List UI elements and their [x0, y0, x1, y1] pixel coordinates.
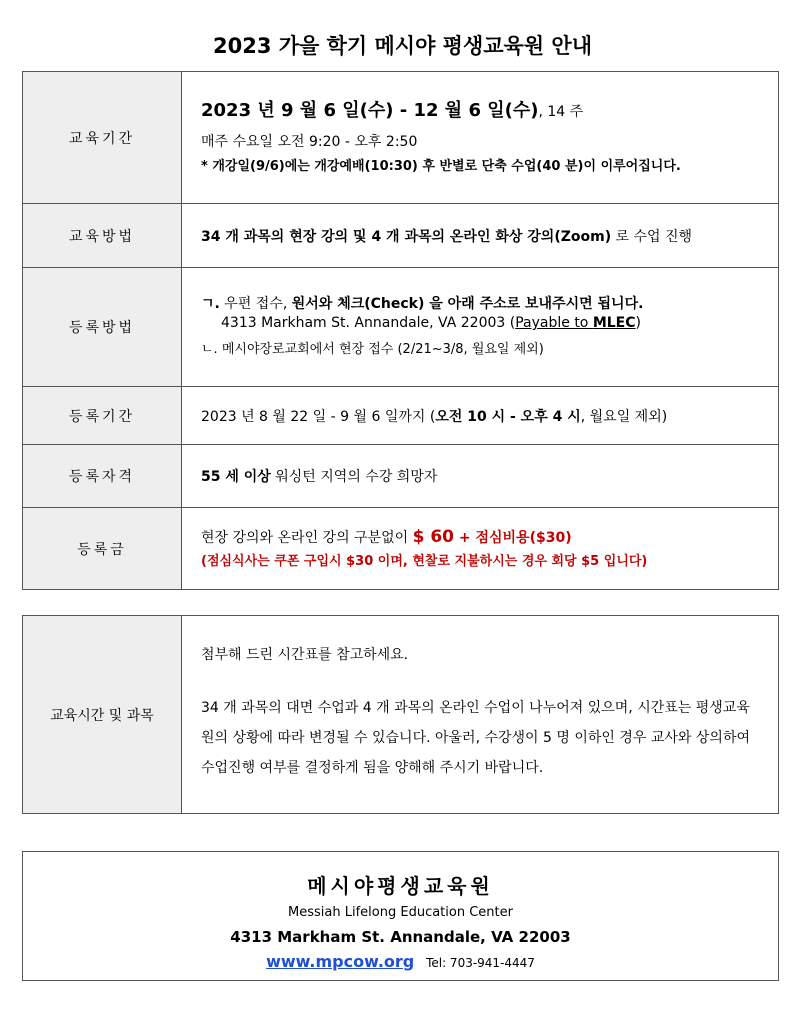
schedule-para: 34 개 과목의 대면 수업과 4 개 과목의 온라인 수업이 나누어져 있으며, 시간표는 평생교육원의 상황에 따라 변경될 수 있습니다. 아울러, 수강생이 5 명 이하인 경우 교사와 상의하여 수업진행 여부를 결정하게 됨을 양해해 주시기 바랍니다. [201, 699, 750, 776]
fee-price: $ 60 [412, 527, 454, 548]
label-reg-period: 등록기간 [23, 387, 182, 445]
period-note: * 개강일(9/6)에는 개강예배(10:30) 후 반별로 단축 수업(40 분)이 이루어집니다. [201, 159, 681, 175]
fee-lunch: + 점심비용($30) [454, 530, 572, 547]
reg-item1-marker: ㄱ. [201, 296, 220, 313]
reg-period-pre: 2023 년 8 월 22 일 - 9 월 6 일까지 ( [201, 408, 436, 425]
reg-item1-bold: 원서와 체크(Check) 을 아래 주소로 보내주시면 됩니다. [291, 296, 644, 313]
method-bold: 34 개 과목의 현장 강의 및 4 개 과목의 온라인 화상 강의(Zoom) [201, 228, 612, 245]
reg-period-bold: 오전 10 시 - 오후 4 시 [435, 408, 581, 425]
content-method [182, 204, 779, 268]
footer-tel: Tel: 703-941-4447 [426, 956, 535, 970]
website-link[interactable]: www.mpcow.org [266, 952, 415, 971]
row-period [23, 72, 779, 204]
label-registration: 등록방법 [23, 268, 182, 387]
content-fee [182, 508, 779, 590]
info-table [22, 71, 779, 590]
row-reg-period [23, 387, 779, 445]
reg-close: ) [635, 315, 641, 332]
eligibility-bold: 55 세 이상 [201, 469, 271, 485]
reg-payable [515, 315, 635, 331]
reg-payable-text: Payable to [515, 315, 593, 332]
reg-item1-pre: 우편 접수, [219, 296, 292, 313]
method-rest: 로 수업 진행 [611, 228, 693, 245]
schedule-table [22, 615, 779, 814]
content-reg-period [182, 387, 779, 445]
row-fee [23, 508, 779, 590]
label-method: 교육방법 [23, 204, 182, 268]
footer-name: 메시야평생교육원 [307, 874, 494, 898]
label-schedule: 교육시간 및 과목 [23, 616, 182, 814]
reg-period-post: , 월요일 제외) [580, 408, 668, 425]
period-dates: 2023 년 9 월 6 일(수) - 12 월 6 일(수) [201, 100, 539, 122]
content-registration [182, 268, 779, 387]
content-period [182, 72, 779, 204]
content-schedule [182, 616, 779, 814]
reg-address: 4313 Markham St. Annandale, VA 22003 ( [221, 315, 516, 332]
fee-pre: 현장 강의와 온라인 강의 구분없이 [201, 530, 413, 547]
row-eligibility [23, 445, 779, 508]
footer [22, 851, 779, 981]
footer-english: Messiah Lifelong Education Center [288, 905, 513, 920]
row-registration [23, 268, 779, 387]
content-eligibility [182, 445, 779, 508]
row-method [23, 204, 779, 268]
eligibility-rest: 워싱턴 지역의 수강 희망자 [270, 469, 438, 485]
period-weeks: , 14 주 [538, 104, 584, 121]
row-schedule [23, 616, 779, 814]
footer-address: 4313 Markham St. Annandale, VA 22003 [230, 928, 571, 946]
period-schedule: 매주 수요일 오전 9:20 - 오후 2:50 [201, 134, 418, 151]
page-title: 2023 가을 학기 메시야 평생교육원 안내 [212, 34, 592, 58]
label-fee: 등록금 [23, 508, 182, 590]
reg-item2: ㄴ. 메시야장로교회에서 현장 접수 (2/21~3/8, 월요일 제외) [201, 342, 544, 358]
schedule-line1: 첨부해 드린 시간표를 참고하세요. [201, 647, 409, 664]
fee-note: (점심식사는 쿠폰 구입시 $30 이며, 현찰로 지불하시는 경우 회당 $5 입니다) [201, 554, 648, 570]
reg-payee: MLEC [592, 315, 636, 332]
label-period: 교육기간 [23, 72, 182, 204]
label-eligibility: 등록자격 [23, 445, 182, 508]
